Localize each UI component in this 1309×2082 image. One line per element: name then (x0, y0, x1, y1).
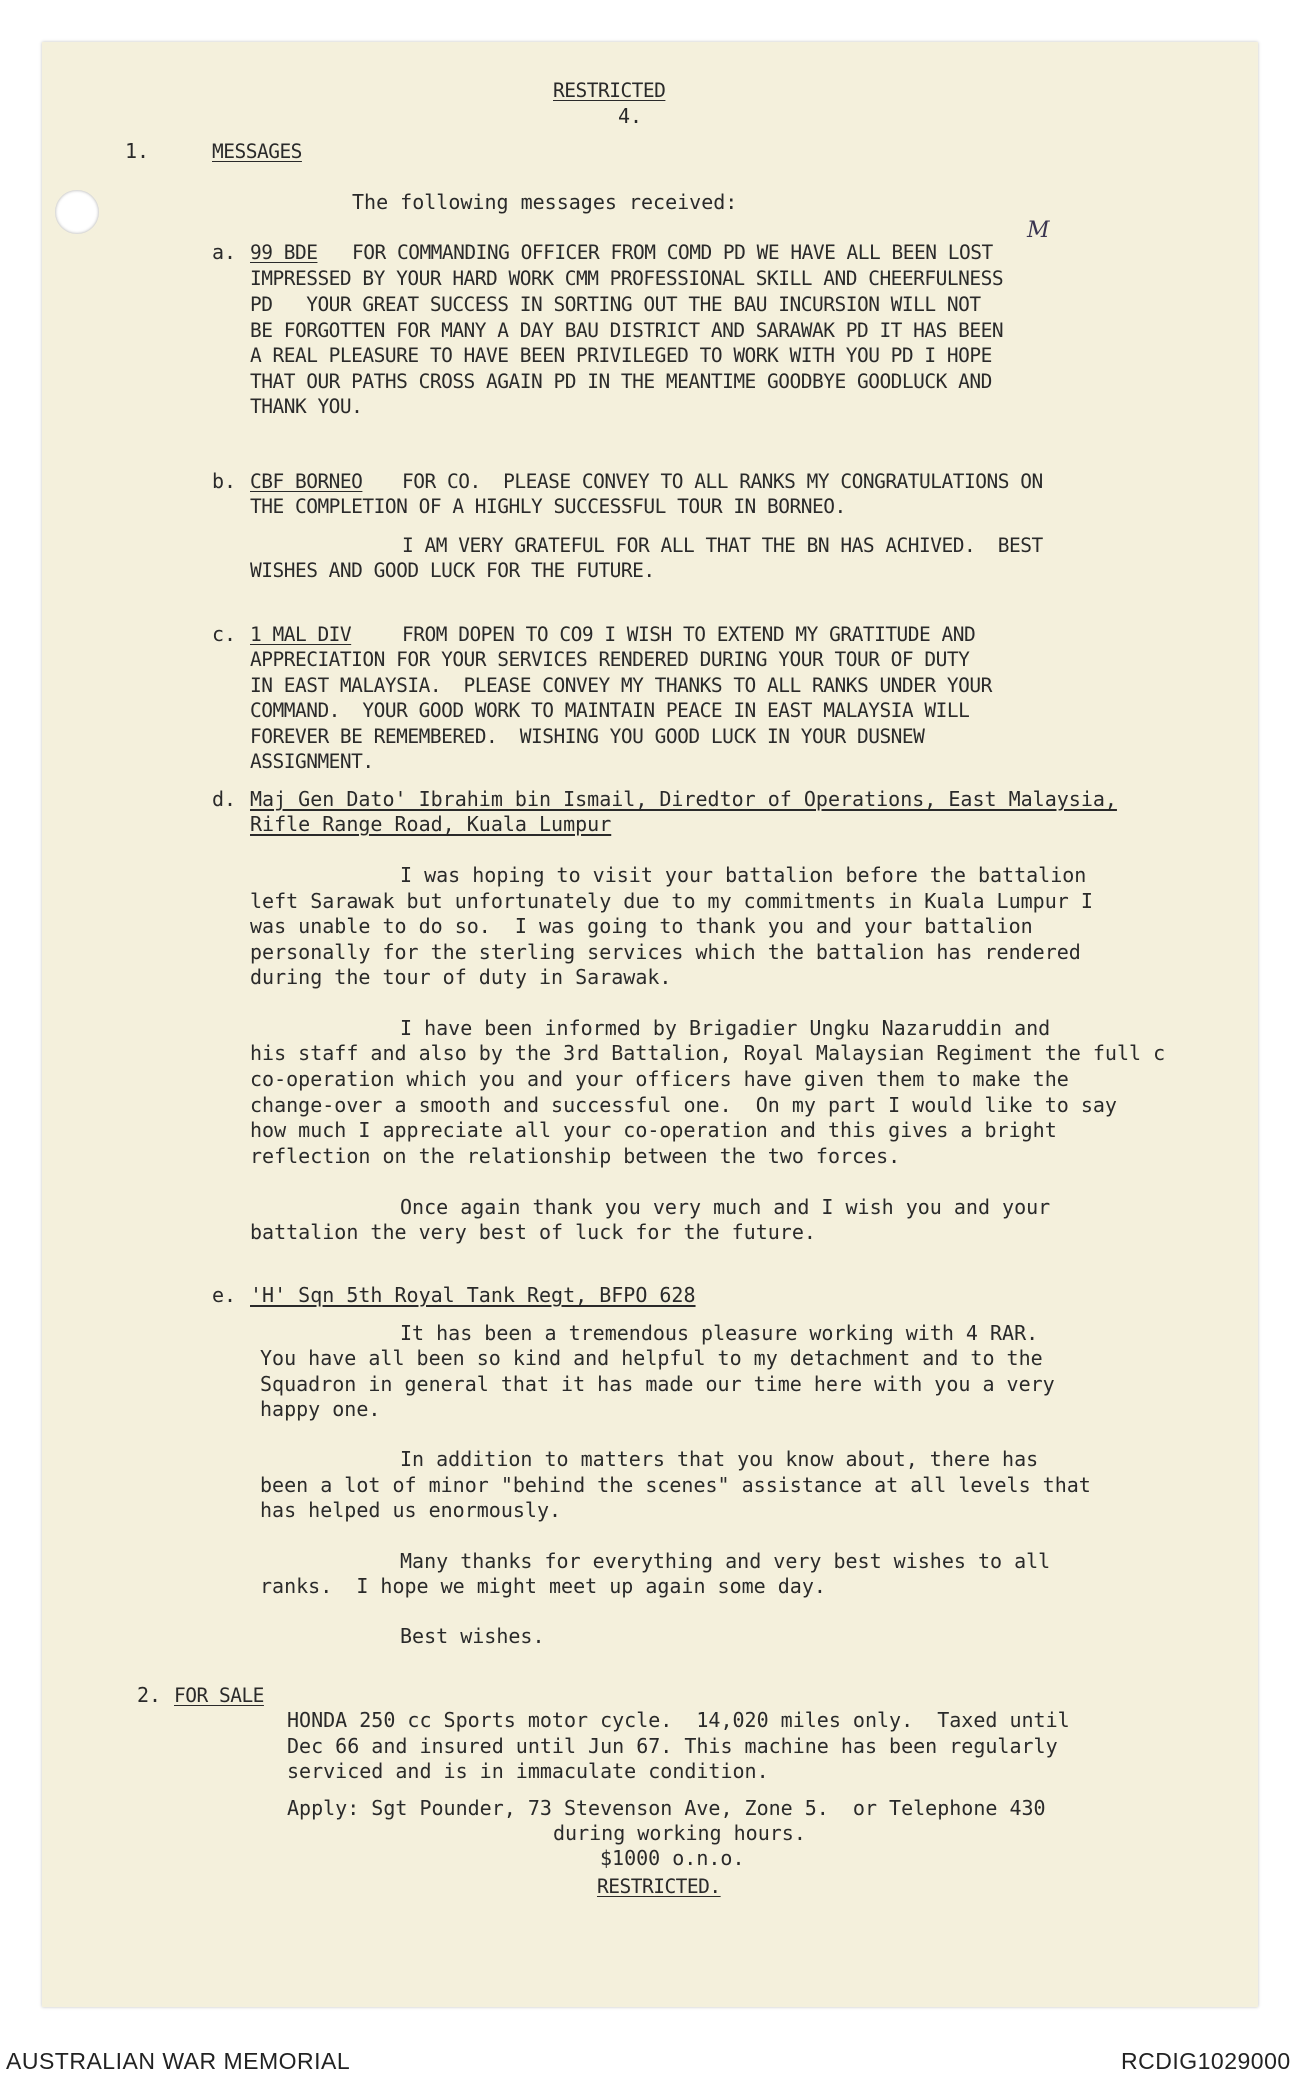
message-b-line: I AM VERY GRATEFUL FOR ALL THAT THE BN HAS ACHIVED. BEST (402, 534, 1043, 557)
message-a-line: PD YOUR GREAT SUCCESS IN SORTING OUT THE BAU INCURSION WILL NOT (250, 293, 981, 316)
message-c-sender: 1 MAL DIV (250, 623, 352, 646)
for-sale-apply: Apply: Sgt Pounder, 73 Stevenson Ave, Zone 5. or Telephone 430 (287, 1796, 1046, 1820)
section-1-number: 1. (125, 139, 150, 163)
message-d-line: his staff and also by the 3rd Battalion, Royal Malaysian Regiment the full c (250, 1041, 1166, 1065)
section-2-title: FOR SALE (174, 1684, 264, 1707)
message-b-line: THE COMPLETION OF A HIGHLY SUCCESSFUL TOUR IN BORNEO. (250, 495, 846, 518)
message-e-line: ranks. I hope we might meet up again some day. (260, 1574, 826, 1598)
messages-intro: The following messages received: (352, 190, 738, 214)
message-e-line: You have all been so kind and helpful to my detachment and to the (260, 1346, 1043, 1370)
punch-hole (55, 190, 99, 234)
message-d-line: co-operation which you and your officers have given them to make the (250, 1067, 1069, 1091)
message-c-letter: c. (212, 622, 237, 646)
message-b-letter: b. (212, 469, 237, 493)
message-e-letter: e. (212, 1283, 237, 1307)
message-d-line: was unable to do so. I was going to thank you and your battalion (250, 914, 1033, 938)
section-2-number: 2. (137, 1683, 162, 1707)
message-c-line: FOREVER BE REMEMBERED. WISHING YOU GOOD LUCK IN YOUR DUSNEW (250, 725, 925, 748)
for-sale-price: $1000 o.n.o. (600, 1846, 745, 1870)
message-d-line: I have been informed by Brigadier Ungku Nazaruddin and (400, 1016, 1051, 1040)
message-d-line: during the tour of duty in Sarawak. (250, 965, 672, 989)
for-sale-line: Dec 66 and insured until Jun 67. This machine has been regularly (287, 1734, 1058, 1758)
message-d-letter: d. (212, 787, 237, 811)
message-a-line: BE FORGOTTEN FOR MANY A DAY BAU DISTRICT AND SARAWAK PD IT HAS BEEN (250, 319, 1004, 342)
message-c-line: COMMAND. YOUR GOOD WORK TO MAINTAIN PEACE IN EAST MALAYSIA WILL (250, 699, 970, 722)
message-e-line: Squadron in general that it has made our time here with you a very (260, 1372, 1055, 1396)
message-b-line: FOR CO. PLEASE CONVEY TO ALL RANKS MY CONGRATULATIONS ON (402, 470, 1043, 493)
message-e-signoff: Best wishes. (400, 1624, 545, 1648)
message-a-line: THANK YOU. (250, 395, 363, 418)
classification-header: RESTRICTED (553, 79, 666, 102)
message-e-sender: 'H' Sqn 5th Royal Tank Regt, BFPO 628 (250, 1283, 696, 1307)
section-1-title: MESSAGES (212, 140, 302, 163)
message-d-sender: Maj Gen Dato' Ibrahim bin Ismail, Diredtor of Operations, East Malaysia, (250, 787, 1117, 811)
classification-footer: RESTRICTED. (597, 1875, 721, 1898)
page-number: 4. (618, 104, 643, 128)
message-a-sender: 99 BDE (250, 241, 318, 264)
for-sale-line: serviced and is in immaculate condition. (287, 1759, 769, 1783)
message-e-line: In addition to matters that you know about, there has (400, 1447, 1039, 1471)
message-d-line: I was hoping to visit your battalion before the battalion (400, 863, 1087, 887)
message-e-line: happy one. (260, 1397, 381, 1421)
handwritten-correction: M (1027, 218, 1050, 243)
message-c-line: APPRECIATION FOR YOUR SERVICES RENDERED DURING YOUR TOUR OF DUTY (250, 648, 970, 671)
message-b-line: WISHES AND GOOD LUCK FOR THE FUTURE. (250, 559, 655, 582)
archive-institution: AUSTRALIAN WAR MEMORIAL (6, 2048, 351, 2074)
message-c-line: ASSIGNMENT. (250, 750, 374, 773)
message-d-line: Once again thank you very much and I wish you and your (400, 1195, 1051, 1219)
message-a-line: FOR COMMANDING OFFICER FROM COMD PD WE HAVE ALL BEEN LOST (352, 241, 993, 264)
message-c-line: FROM DOPEN TO CO9 I WISH TO EXTEND MY GRATITUDE AND (402, 623, 976, 646)
message-e-line: It has been a tremendous pleasure working with 4 RAR. (400, 1321, 1039, 1345)
message-d-line: left Sarawak but unfortunately due to my commitments in Kuala Lumpur I (250, 889, 1093, 913)
archive-item-id: RCDIG1029000 (1121, 2048, 1291, 2074)
message-d-line: how much I appreciate all your co-operation and this gives a bright (250, 1118, 1057, 1142)
message-e-line: has helped us enormously. (260, 1498, 562, 1522)
message-d-line: reflection on the relationship between the two forces. (250, 1144, 901, 1168)
message-c-line: IN EAST MALAYSIA. PLEASE CONVEY MY THANKS TO ALL RANKS UNDER YOUR (250, 674, 992, 697)
for-sale-hours: during working hours. (553, 1821, 806, 1845)
message-d-line: battalion the very best of luck for the future. (250, 1220, 816, 1244)
message-a-line: A REAL PLEASURE TO HAVE BEEN PRIVILEGED TO WORK WITH YOU PD I HOPE (250, 344, 992, 367)
message-a-line: IMPRESSED BY YOUR HARD WORK CMM PROFESSIONAL SKILL AND CHEERFULNESS (250, 267, 1004, 290)
message-b-sender: CBF BORNEO (250, 470, 363, 493)
message-a-line: THAT OUR PATHS CROSS AGAIN PD IN THE MEANTIME GOODBYE GOODLUCK AND (250, 370, 992, 393)
message-a-letter: a. (212, 240, 237, 264)
message-d-line: change-over a smooth and successful one. On my part I would like to say (250, 1093, 1117, 1117)
message-d-line: personally for the sterling services which the battalion has rendered (250, 940, 1081, 964)
message-d-sender: Rifle Range Road, Kuala Lumpur (250, 812, 612, 836)
for-sale-line: HONDA 250 cc Sports motor cycle. 14,020 miles only. Taxed until (287, 1708, 1070, 1732)
message-e-line: Many thanks for everything and very best wishes to all (400, 1549, 1051, 1573)
message-e-line: been a lot of minor "behind the scenes" assistance at all levels that (260, 1473, 1091, 1497)
